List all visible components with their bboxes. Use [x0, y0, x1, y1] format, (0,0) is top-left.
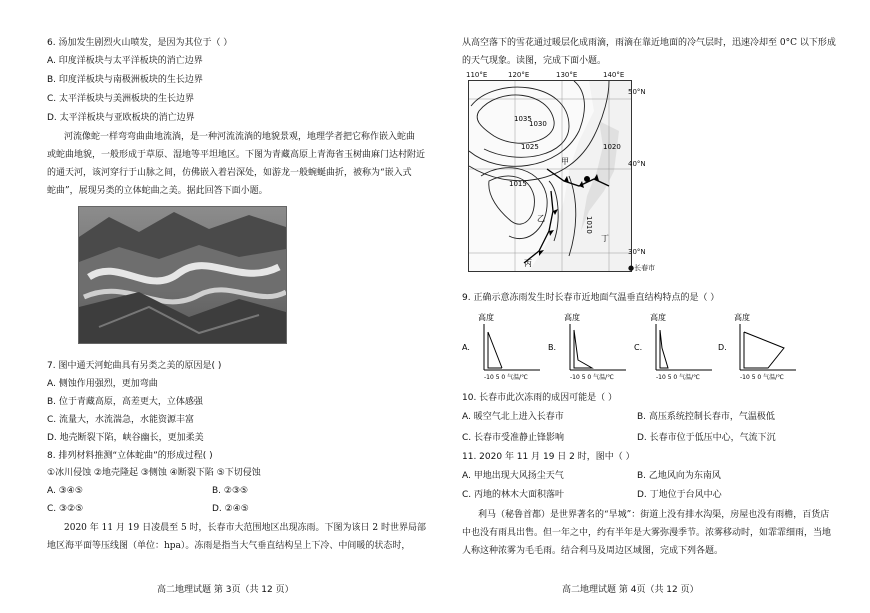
q8-option-a[interactable]: A. ③④⑤	[47, 486, 83, 496]
q6-option-b[interactable]: B. 印度洋板块与南极洲板块的生长边界	[47, 75, 203, 85]
q9-stem: 9. 正确示意冻雨发生时长春市近地面气温垂直结构特点的是（ ）	[462, 293, 720, 303]
passage1-line: 河流像蛇一样弯弯曲曲地流淌，是一种河流流淌的地貌景观，地理学者把它称作嵌入蛇曲	[64, 132, 416, 142]
passage2-line: 地区海平面等压线图（单位：hpa）。冻雨是指当大气垂直结构呈上下冷、中间暖的状态时，	[47, 541, 411, 551]
q8-option-d[interactable]: D. ②④⑤	[212, 504, 249, 514]
q6-option-d[interactable]: D. 太平洋板块与亚欧板块的消亡边界	[47, 113, 195, 123]
q10-option-c[interactable]: C. 长春市受准静止锋影响	[462, 433, 565, 443]
temp-chart-b[interactable]	[548, 310, 628, 380]
page-footer-4: 高二地理试题 第 4页（共 12 页）	[562, 585, 699, 595]
q6-option-c[interactable]: C. 太平洋板块与美洲板块的生长边界	[47, 94, 195, 104]
q6-option-a[interactable]: A. 印度洋板块与太平洋板块的消亡边界	[47, 56, 203, 66]
q8-option-b[interactable]: B. ②③⑤	[212, 486, 249, 496]
q10-option-b[interactable]: B. 高压系统控制长春市，气温极低	[637, 412, 775, 422]
passage2-line: 2020 年 11 月 19 日凌晨至 5 时，长春市大范围地区出现冻雨。下图为该日 2 时世界局部	[64, 523, 427, 533]
option-label: C.	[634, 343, 643, 352]
lon-label: 120°E	[508, 71, 530, 79]
lon-label: 140°E	[603, 71, 625, 79]
passage1-line: 或蛇曲地貌，一般形成于草原、湿地等平坦地区。下图为青藏高原上青海省玉树曲麻门达村附近	[47, 150, 426, 160]
intro-line: 的天气现象。读图，完成下面小题。	[462, 56, 607, 66]
q7-option-b[interactable]: B. 位于青藏高原，高差更大，立体感强	[47, 397, 203, 407]
q7-option-d[interactable]: D. 地壳断裂下陷，峡谷幽长，更加柔美	[47, 433, 204, 443]
passage3-line: 中也没有雨具出售。但一年之中，约有半年是大雾弥漫季节。浓雾移动时，如霏霏细雨，当地	[462, 528, 832, 538]
lon-label: 130°E	[556, 71, 578, 79]
isobar-label: 1030	[529, 120, 547, 128]
place-label-jia: 甲	[561, 157, 569, 166]
isobar-label: 1025	[521, 143, 539, 151]
q8-stem: 8. 排列材料推测“立体蛇曲”的形成过程( )	[47, 451, 213, 461]
q8-steps: ①冰川侵蚀 ②地壳隆起 ③侧蚀 ④断裂下陷 ⑤下切侵蚀	[47, 468, 261, 478]
q11-option-c[interactable]: C. 丙地的林木大面积落叶	[462, 490, 565, 500]
q7-option-a[interactable]: A. 侧蚀作用强烈，更加弯曲	[47, 379, 158, 389]
lat-label: 30°N	[628, 248, 646, 256]
chart-y-label: 高度	[564, 313, 580, 322]
legend-label: 长春市	[634, 264, 656, 272]
option-label: A.	[462, 343, 470, 352]
lat-label: 50°N	[628, 88, 646, 96]
chart-x-label: -10 5 0 气温/℃	[656, 374, 700, 380]
passage1-line: 的通天河，该河穿行于山脉之间，仿佛嵌入着岩深处，如游龙一般蜿蜒曲折，被称为“嵌入式	[47, 168, 412, 178]
q10-stem: 10. 长春市此次冻雨的成因可能是（ ）	[462, 393, 618, 403]
option-label: B.	[548, 343, 557, 352]
isobar-label: 1020	[603, 143, 621, 151]
chart-y-label: 高度	[734, 313, 750, 322]
option-label: D.	[718, 343, 727, 352]
chart-y-label: 高度	[478, 313, 494, 322]
temp-chart-d[interactable]	[718, 310, 798, 380]
temp-chart-c[interactable]	[634, 310, 714, 380]
place-label-ding: 丁	[601, 234, 609, 243]
isobar-label: 1015	[509, 180, 527, 188]
map-legend	[628, 263, 655, 273]
legend-dot-icon: ●	[628, 264, 635, 272]
temp-chart-a[interactable]	[462, 310, 542, 380]
passage3-line: 利马（秘鲁首都）是世界著名的“旱城”：街道上没有排水沟渠，房屋也没有雨檐，百货店	[478, 510, 830, 520]
isobar-label: 1035	[514, 115, 532, 123]
q11-stem: 11. 2020 年 11 月 19 日 2 时，图中（ ）	[462, 452, 635, 462]
place-label-yi: 乙	[537, 214, 545, 223]
q11-option-b[interactable]: B. 乙地风向为东南风	[637, 471, 721, 481]
passage1-line: 蛇曲”，展现另类的立体蛇曲之美。据此回答下面小题。	[47, 186, 268, 196]
q7-option-c[interactable]: C. 流量大，水流湍急，水能资源丰富	[47, 415, 195, 425]
intro-line: 从高空落下的雪花通过暖层化成雨滴，雨滴在靠近地面的冷气层时，迅速冷却至 0°C 以下形成	[462, 38, 836, 48]
page-footer-3: 高二地理试题 第 3页（共 12 页）	[157, 585, 294, 595]
isobar-label: 1010	[585, 216, 593, 234]
chart-x-label: -10 5 0 气温/℃	[740, 374, 784, 380]
isobar-map	[468, 80, 635, 272]
chart-y-label: 高度	[650, 313, 666, 322]
q11-option-d[interactable]: D. 丁地位于台风中心	[637, 490, 722, 500]
q11-option-a[interactable]: A. 甲地出现大风扬尘天气	[462, 471, 564, 481]
q6-stem: 6. 汤加发生剧烈火山喷发，是因为其位于（ ）	[47, 38, 233, 48]
passage3-line: 人称这种浓雾为毛毛雨。结合利马及周边区域图，完成下列各题。	[462, 546, 724, 556]
lat-label: 40°N	[628, 160, 646, 168]
q10-option-d[interactable]: D. 长春市位于低压中心，气流下沉	[637, 433, 776, 443]
q8-option-c[interactable]: C. ③②⑤	[47, 504, 84, 514]
chart-x-label: -10 5 0 气温/℃	[570, 374, 614, 380]
q10-option-a[interactable]: A. 暖空气北上进入长春市	[462, 412, 564, 422]
place-label-bing: 丙	[524, 259, 532, 268]
q7-stem: 7. 图中通天河蛇曲具有另类之美的原因是( )	[47, 361, 222, 371]
lon-label: 110°E	[466, 71, 488, 79]
chart-x-label: -10 5 0 气温/℃	[484, 374, 528, 380]
river-meander-photo	[78, 206, 287, 344]
